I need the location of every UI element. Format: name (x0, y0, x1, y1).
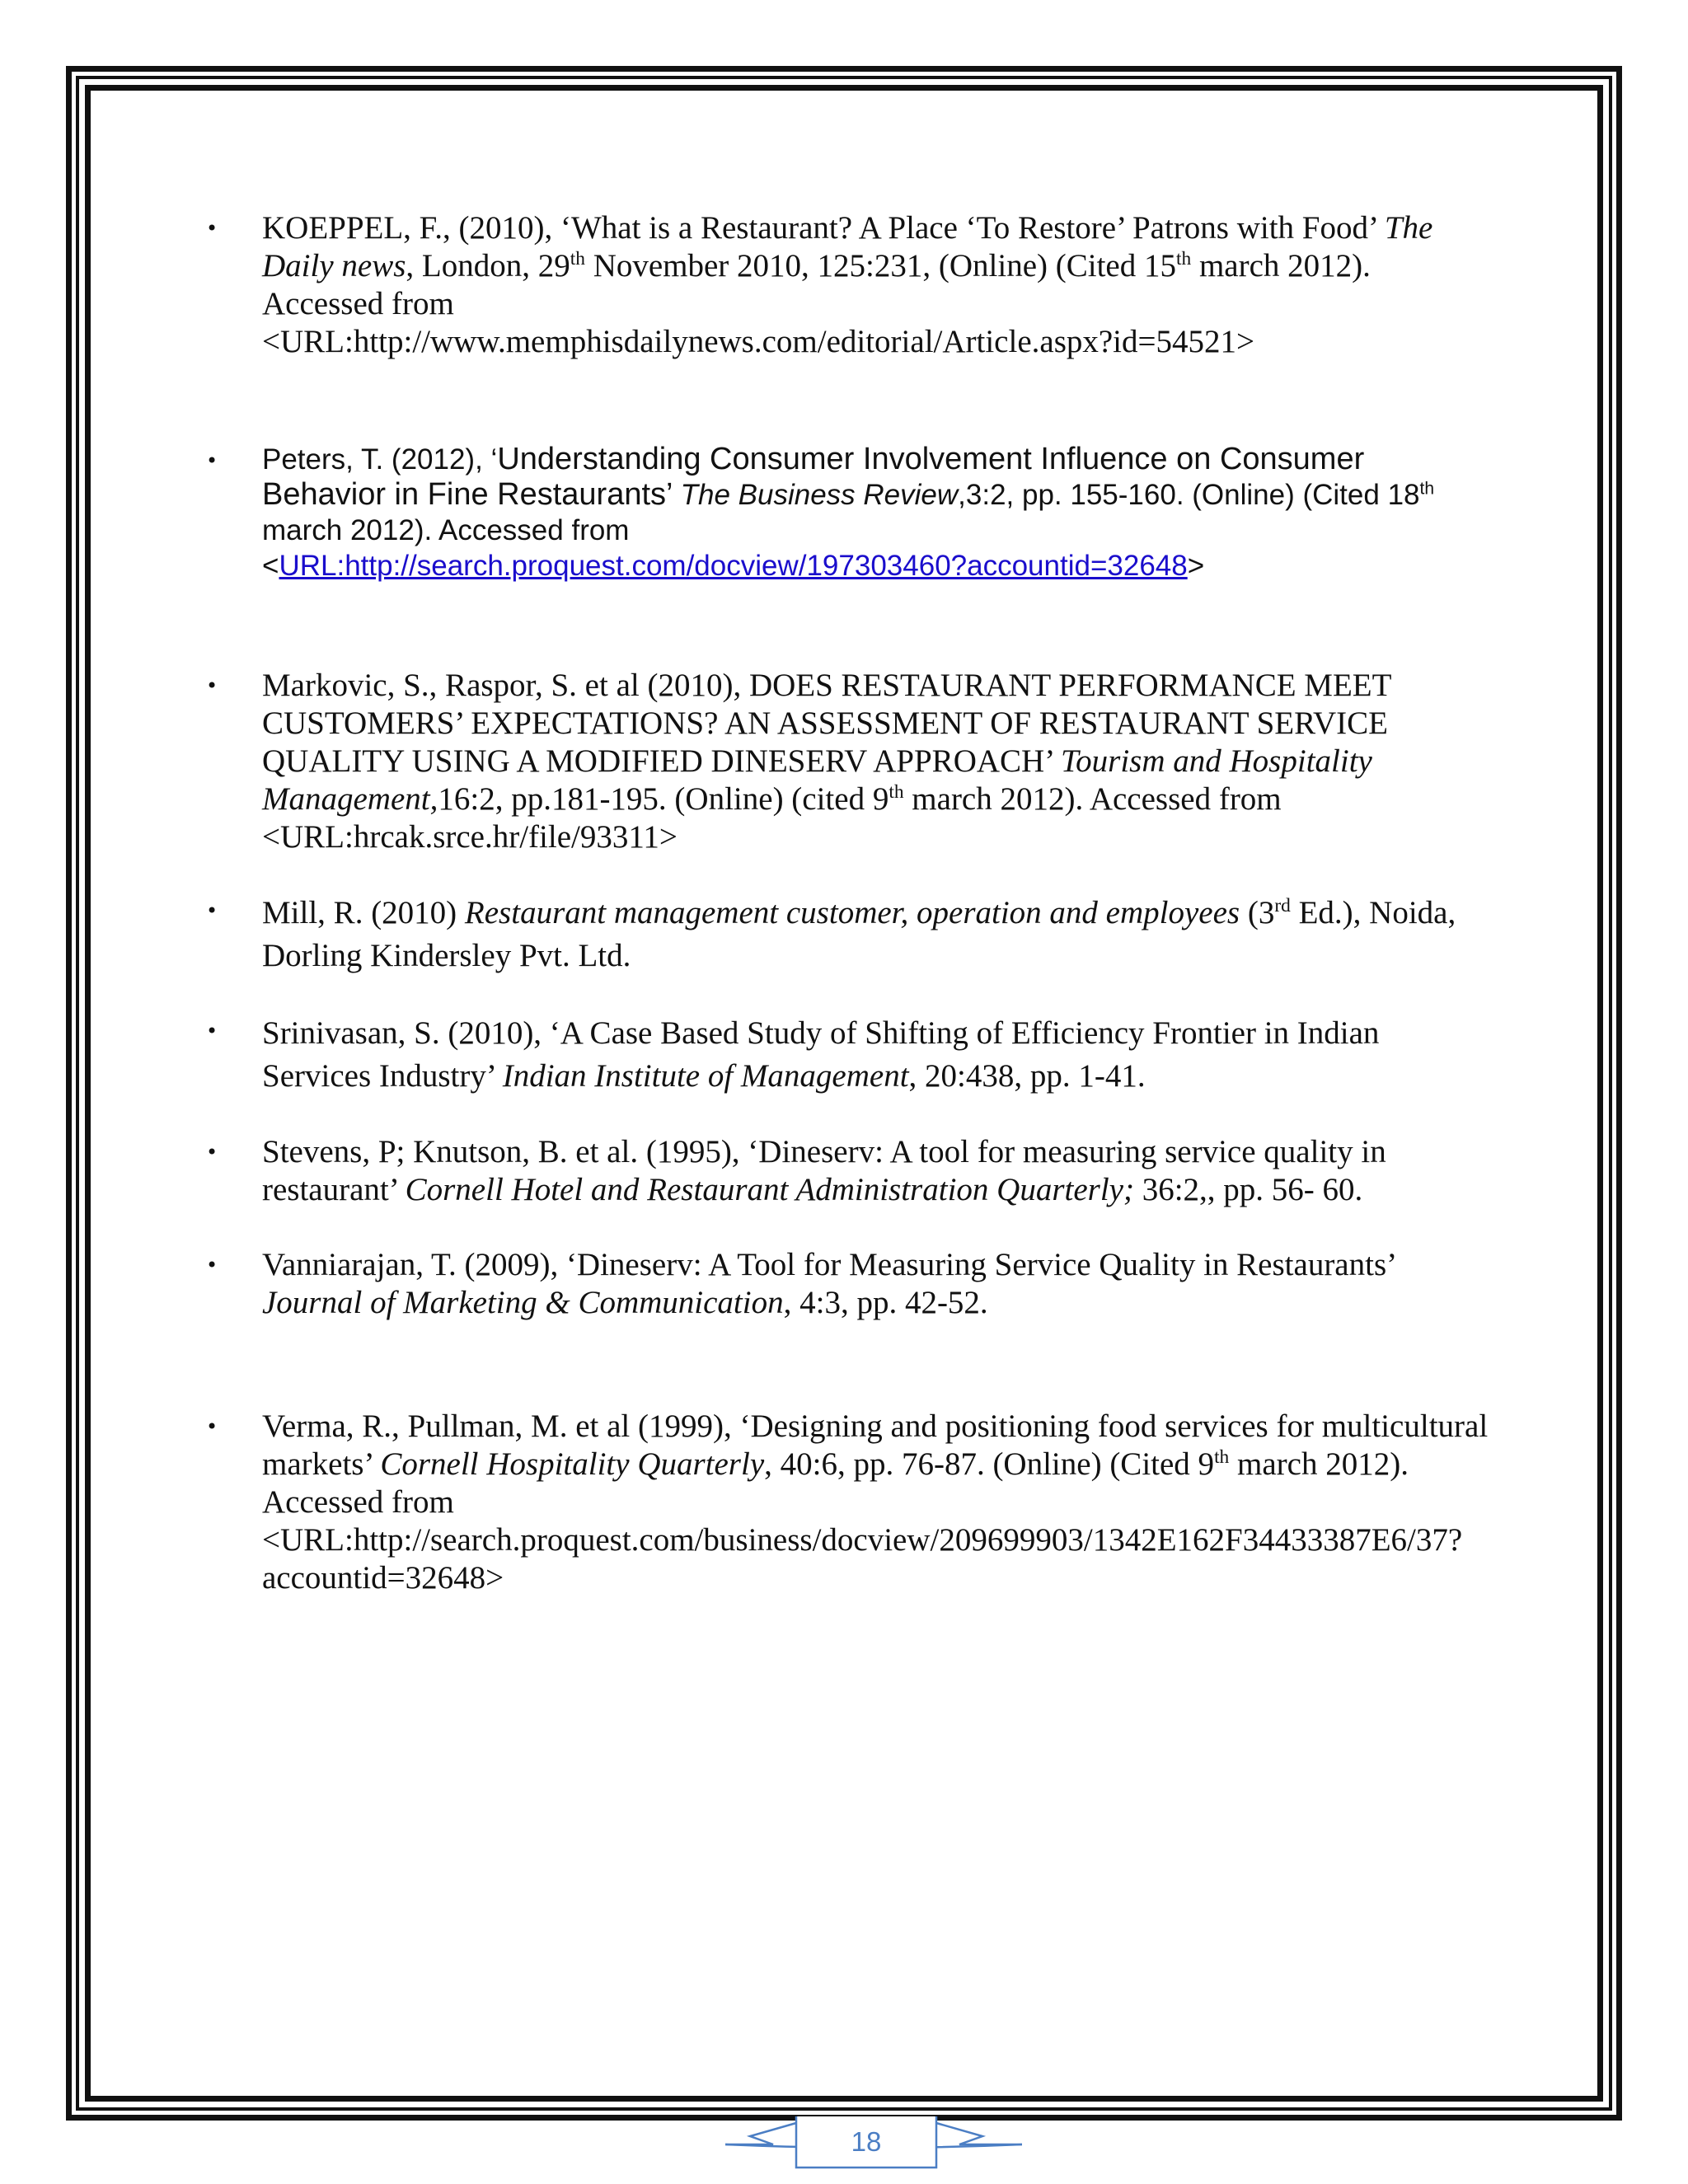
reference-run: march 2012). Accessed from (262, 514, 630, 546)
bullet-icon: • (206, 1254, 218, 1277)
reference-run: 16:2, pp.181-195. (Online) (cited 9 (438, 781, 889, 817)
reference-run: , 4:3, pp. 42-52. (783, 1285, 988, 1320)
reference-run: > (1187, 550, 1205, 582)
reference-run: Vanniarajan, T. (2009), ‘Dineserv: A Tool for Measuring Service Quality in Restaurants’ (262, 1247, 1395, 1282)
reference-text (262, 443, 1434, 582)
bullet-icon: • (206, 1415, 218, 1438)
reference-text (262, 1408, 1488, 1596)
reference-run: <URL:http://search.proquest.com/business/docview/209699903/1342E162F34433387E6/37?accountid=32648> (262, 1522, 1463, 1596)
reference-run: march 2012). Accessed from <URL:hrcak.srce.hr/file/93311> (262, 781, 1282, 855)
reference-run: Mill, R. (2010) (262, 895, 465, 930)
superscript: th (1214, 1446, 1230, 1468)
reference-run: <URL:http://www.memphisdailynews.com/editorial/Article.aspx?id=54521> (262, 324, 1255, 359)
reference-run: Stevens, P; Knutson, B. et al. (1995), ‘Dineserv: A tool for measuring service quality in restaurant’ (262, 1134, 1386, 1207)
reference-text (262, 1015, 1379, 1094)
reference-link[interactable]: URL:http://search.proquest.com/docview/197303460?accountid=32648 (279, 550, 1188, 582)
reference-run: Peters, T. (2012), ‘ (262, 443, 498, 476)
reference-run: (3 (1240, 895, 1275, 930)
reference-run: , London, 29 (406, 248, 570, 284)
bullet-icon: • (206, 1019, 218, 1043)
reference-title: Understanding Consumer Involvement Influence on Consumer Behavior in Fine Restaurants’ (262, 442, 1365, 512)
reference-text (262, 210, 1432, 359)
reference-item (206, 667, 1490, 856)
reference-text (262, 668, 1391, 855)
italic-title: Indian Institute of Management (502, 1058, 909, 1094)
reference-text (262, 1134, 1386, 1207)
reference-item (206, 1012, 1490, 1098)
reference-run: Srinivasan, S. (2010), ‘A Case Based Study of Shifting of Efficiency Frontier in Indian Services Industry’ (262, 1015, 1380, 1094)
reference-list (206, 209, 1490, 1597)
bullet-icon: • (206, 674, 218, 697)
reference-item (206, 1408, 1490, 1597)
reference-run: < (262, 550, 279, 582)
bullet-icon: • (206, 217, 218, 240)
bullet-icon: • (206, 899, 218, 922)
superscript: th (1419, 479, 1435, 499)
page-number: 18 (851, 2126, 882, 2157)
italic-title: The Business Review (680, 479, 959, 511)
reference-run: November 2010, 125:231, (Online) (Cited 15 (584, 248, 1176, 284)
reference-run: Ed.), Noida, Dorling Kindersley Pvt. Ltd. (262, 895, 1456, 973)
superscript: th (889, 781, 904, 803)
reference-text (262, 895, 1456, 973)
italic-title: The Daily news (262, 210, 1433, 284)
superscript: rd (1274, 895, 1291, 916)
reference-item (206, 442, 1490, 583)
italic-title: Cornell Hospitality Quarterly (380, 1446, 765, 1482)
superscript: th (1175, 248, 1192, 269)
reference-run: Verma, R., Pullman, M. et al (1999), ‘Designing and positioning food services for multicultural markets’ (262, 1408, 1489, 1482)
superscript: th (570, 248, 585, 269)
reference-item (206, 1133, 1490, 1209)
italic-title: Tourism and Hospitality Management, (262, 743, 1372, 817)
reference-item (206, 209, 1490, 361)
reference-item (206, 1246, 1490, 1322)
reference-run: , 40:6, pp. 76-87. (Online) (Cited 9 (764, 1446, 1215, 1482)
bullet-icon: • (206, 1141, 218, 1164)
reference-item (206, 892, 1490, 977)
reference-run: 36:2,, pp. 56- 60. (1133, 1172, 1363, 1207)
reference-run: march 2012). Accessed from (262, 248, 1371, 321)
reference-run: Markovic, S., Raspor, S. et al (2010), DOES RESTAURANT PERFORMANCE MEET CUSTOMERS’ EXPECTATIONS? AN ASSESSMENT OF RESTAURANT SERVICE QUALITY USING A MODIFIED DINESERV APPROACH’ (262, 668, 1391, 779)
reference-run: , 20:438, pp. 1-41. (908, 1058, 1146, 1094)
italic-title: Restaurant management customer, operation and employees (464, 895, 1240, 930)
italic-title: Cornell Hotel and Restaurant Administration Quarterly; (405, 1172, 1134, 1207)
reference-run: march 2012). Accessed from (262, 1446, 1409, 1520)
reference-text (262, 1247, 1395, 1320)
reference-run: ,3:2, pp. 155-160. (Online) (Cited 18 (958, 479, 1420, 511)
italic-title: Journal of Marketing & Communication (262, 1285, 784, 1320)
bullet-icon: • (206, 449, 218, 472)
reference-run: KOEPPEL, F., (2010), ‘What is a Restaurant? A Place ‘To Restore’ Patrons with Food’ (262, 210, 1385, 246)
